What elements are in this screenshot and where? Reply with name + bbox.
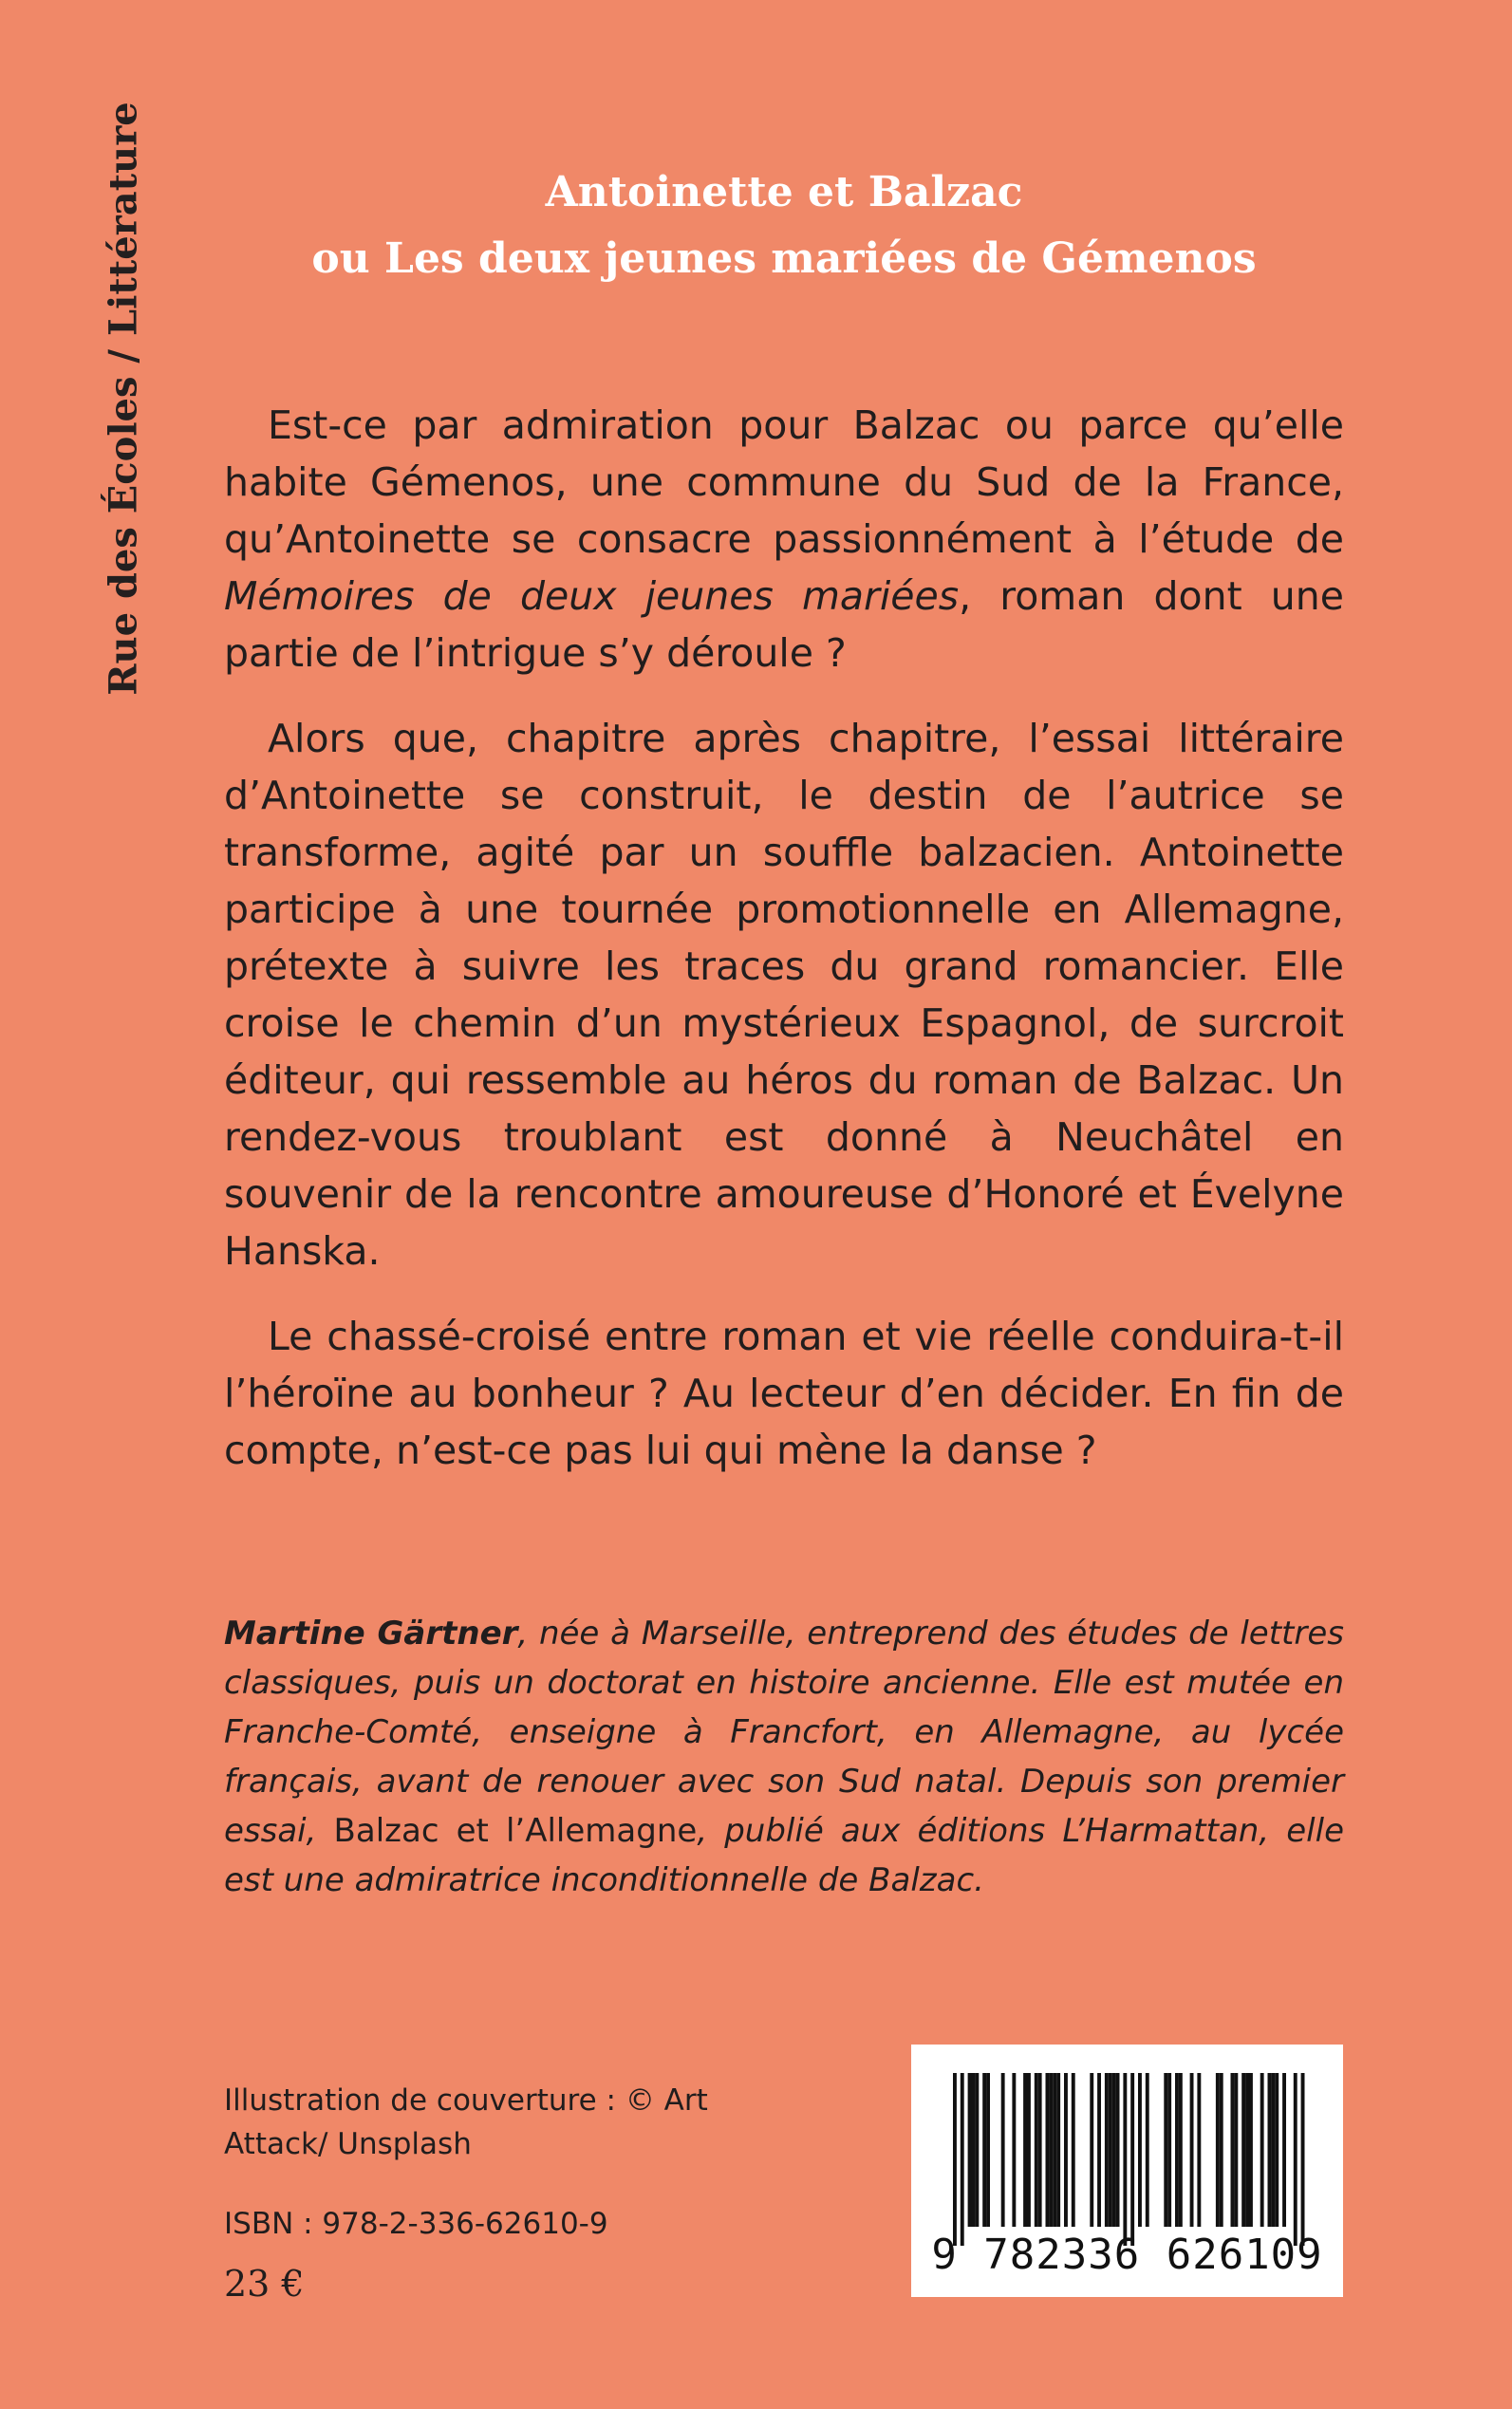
barcode [911,2045,1343,2297]
barcode-bar [1105,2073,1109,2227]
barcode-bar [1282,2073,1286,2227]
barcode-bar [975,2073,979,2227]
barcode-bar [1123,2073,1127,2246]
cover-illustration-credit: Illustration de couverture : © Art Attack/ Unsplash [224,2083,708,2161]
barcode-bar [1056,2073,1060,2227]
barcode-bar [1116,2073,1120,2227]
barcode-bar [1023,2073,1027,2227]
barcode-bar [1109,2073,1112,2227]
essay-title: Balzac et l’Allemagne [333,1812,698,1850]
barcode-bar [1197,2073,1201,2227]
barcode-bar [953,2073,957,2246]
barcode-bar [1012,2073,1016,2227]
barcode-bar [1049,2073,1053,2227]
spine-series-label: Rue des Écoles / Littérature [101,102,146,696]
novel-title: Mémoires de deux jeunes mariées [224,573,960,619]
barcode-bar [961,2073,964,2246]
barcode-bar [1164,2073,1167,2227]
barcode-bar [1294,2073,1297,2246]
barcode-bar [1301,2073,1305,2246]
barcode-bar [1072,2073,1075,2227]
barcode-bar [986,2073,990,2227]
barcode-bar [1097,2073,1101,2227]
barcode-bar [1249,2073,1253,2227]
barcode-bar [1046,2073,1050,2227]
barcode-bar [1220,2073,1223,2227]
barcode-bar [1231,2073,1235,2227]
back-cover-blurb [224,397,1344,1507]
barcode-bar [1090,2073,1093,2227]
barcode-bar [968,2073,972,2227]
blurb-paragraph-1: Est-ce par admiration pour Balzac ou parce qu’elle habite Gémenos, une commune du Sud de la France, qu’Antoinette se consacre passionnément à l’étude de Mémoires de deux jeunes mariées, roman dont une partie de l’intrigue s’y déroule ? [224,402,1344,676]
author-bio: Martine Gärtner, née à Marseille, entreprend des études de lettres classiques, puis un doctorat en histoire ancienne. Elle est mutée en Franche-Comté, enseigne à Francfort, en Allemagne, au lycée français, avant de renouer avec son Sud natal. Depuis son premier essai, Balzac et l’Allemagne, publié aux éditions L’Harmattan, elle est une admiratrice inconditionnelle de Balzac. [224,1615,1344,1899]
barcode-bar [1053,2073,1056,2227]
barcode-bar [1234,2073,1238,2227]
barcode-bar [1038,2073,1042,2227]
barcode-bar [1179,2073,1183,2227]
title-line-2: ou Les deux jeunes mariées de Gémenos [311,234,1257,283]
barcode-bar [1175,2073,1179,2227]
barcode-bar [1146,2073,1149,2227]
barcode-bar [1167,2073,1171,2227]
barcode-bar [1271,2073,1275,2227]
blurb-paragraph-2: Alors que, chapitre après chapitre, l’essai littéraire d’Antoinette se construit, le destin de l’autrice se transforme, agité par un souffle balzacien. Antoinette participe à une tournée promotionnelle en Allemagne, prétexte à suivre les traces du grand romancier. Elle croise le chemin d’un mystérieux Espagnol, de surcroit éditeur, qui ressemble au héros du roman de Balzac. Un rendez-vous troublant est donné à Neuchâtel en souvenir de la rencontre amoureuse d’Honoré et Évelyne Hanska. [224,716,1344,1274]
title-line-1: Antoinette et Balzac [545,168,1023,216]
barcode-bar [1130,2073,1134,2246]
blurb-paragraph-3: Le chassé-croisé entre roman et vie réelle conduira-t-il l’héroïne au bonheur ? Au lecteur d’en décider. En fin de compte, n’est-ce pas lui qui mène la danse ? [224,1314,1344,1473]
barcode-bar [1245,2073,1249,2227]
barcode-bar [982,2073,986,2227]
barcode-bar [1268,2073,1272,2227]
barcode-bar [1027,2073,1031,2227]
barcode-digits: 9 782336 626109 [931,2231,1323,2279]
barcode-bar [1138,2073,1142,2227]
book-title [224,159,1344,292]
isbn: ISBN : 978-2-336-62610-9 [224,2207,608,2241]
barcode-bar [1241,2073,1245,2227]
author-name: Martine Gärtner [224,1615,518,1653]
barcode-bar [1035,2073,1038,2227]
barcode-bar [1216,2073,1220,2227]
barcode-bar [1112,2073,1116,2227]
barcode-bar [1064,2073,1068,2227]
barcode-bar [972,2073,976,2227]
barcode-bar [1260,2073,1264,2227]
barcode-bar [1190,2073,1194,2227]
barcode-bar [1275,2073,1279,2227]
barcode-bar [1001,2073,1005,2227]
price: 23 € [224,2263,305,2305]
